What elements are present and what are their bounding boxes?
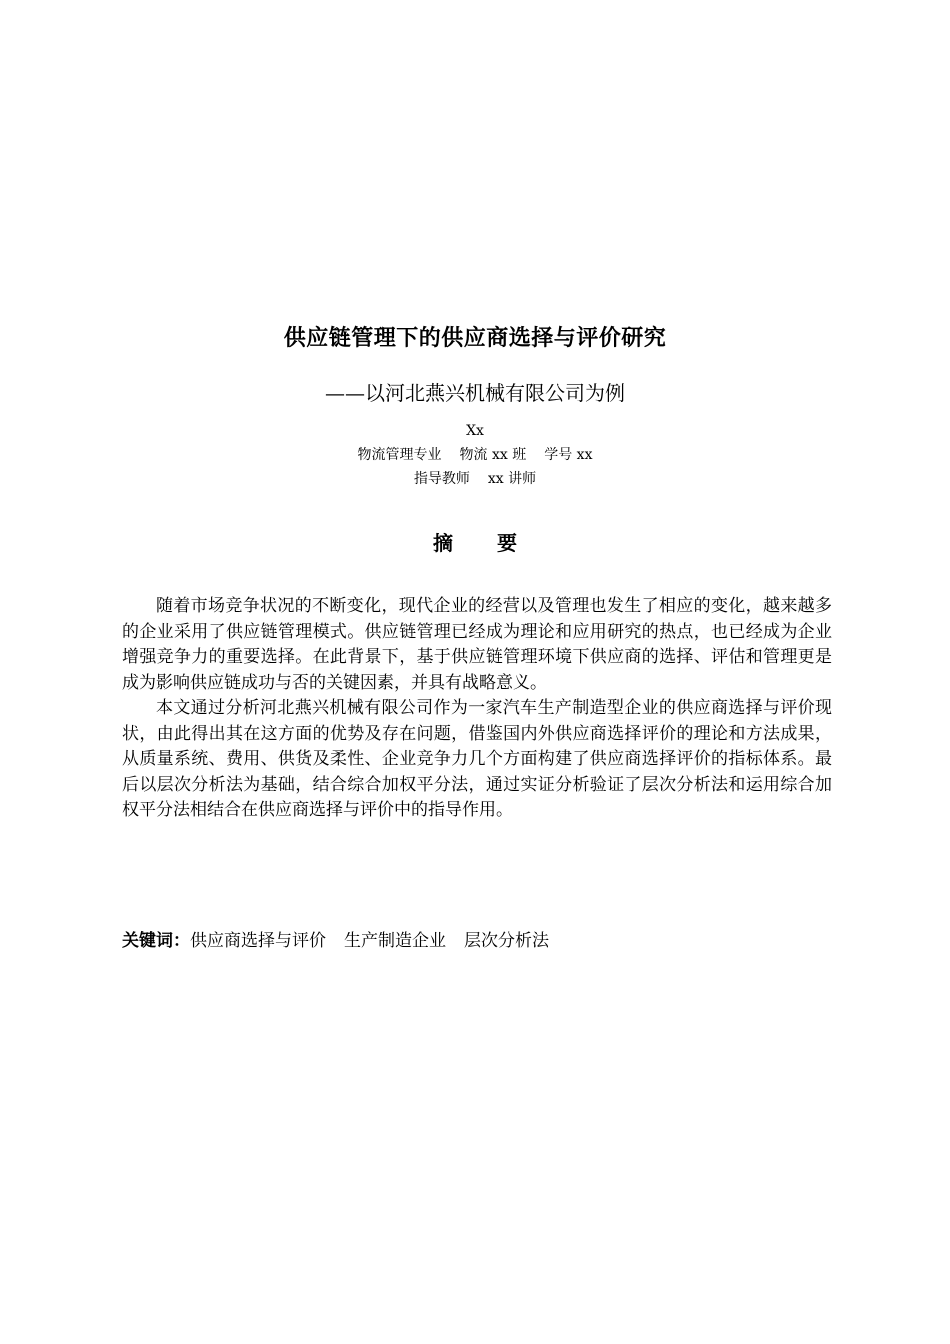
keywords-label: 关键词： xyxy=(122,931,190,951)
keyword-item: 供应商选择与评价 xyxy=(190,931,326,951)
paper-subtitle: ——以河北燕兴机械有限公司为例 xyxy=(325,381,625,405)
advisor-name: xx 讲师 xyxy=(487,471,537,487)
keyword-item: 层次分析法 xyxy=(464,931,549,951)
author-name: Xx xyxy=(466,423,484,439)
abstract-body xyxy=(122,594,832,824)
abstract-paragraph: 本文通过分析河北燕兴机械有限公司作为一家汽车生产制造型企业的供应商选择与评价现状，由此得出其在这方面的优势及存在问题，借鉴国内外供应商选择评价的理论和方法成果，从质量系统、费用、供货及柔性、企业竞争力几个方面构建了供应商选择评价的指标体系。最后以层次分析法为基础，结合综合加权平分法，通过实证分析验证了层次分析法和运用综合加权平分法相结合在供应商选择与评价中的指导作用。 xyxy=(122,698,832,820)
advisor-label: 指导教师 xyxy=(413,471,470,487)
major-text: 物流管理专业 xyxy=(357,447,442,463)
abstract-heading: 摘要 xyxy=(433,531,561,555)
keyword-item: 生产制造企业 xyxy=(344,931,446,951)
student-id-text: 学号 xx xyxy=(544,447,593,463)
abstract-paragraph: 随着市场竞争状况的不断变化，现代企业的经营以及管理也发生了相应的变化，越来越多的企业采用了供应链管理模式。供应链管理已经成为理论和应用研究的热点，也已经成为企业增强竞争力的重要选择。在此背景下，基于供应链管理环境下供应商的选择、评估和管理更是成为影响供应链成功与否的关键因素，并具有战略意义。 xyxy=(122,596,832,693)
author-line xyxy=(0,421,950,441)
keywords-line xyxy=(122,928,832,954)
advisor-line xyxy=(0,469,950,489)
paper-title: 供应链管理下的供应商选择与评价研究 xyxy=(283,326,667,351)
class-text: 物流 xx 班 xyxy=(459,447,527,463)
major-line xyxy=(0,445,950,465)
